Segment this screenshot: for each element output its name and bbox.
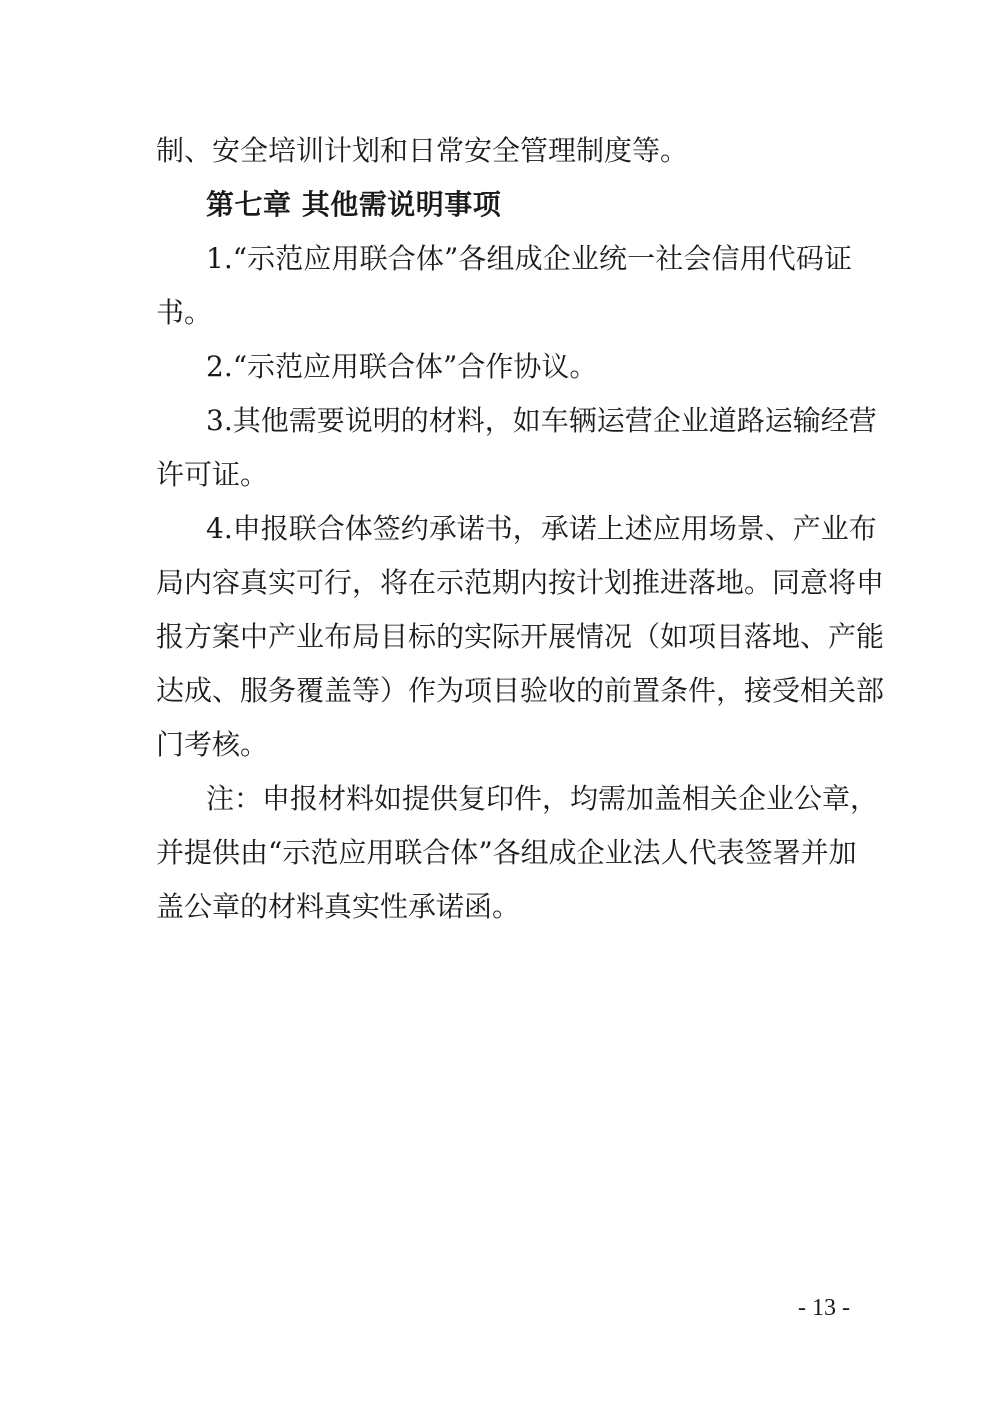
item-3-line-1: 3.其他需要说明的材料，如车辆运营企业道路运输经营: [206, 404, 877, 437]
chapter-heading: 第七章 其他需说明事项: [206, 188, 502, 221]
document-body: [156, 124, 885, 934]
note-line-2: 并提供由“示范应用联合体”各组成企业法人代表签署并加: [156, 836, 857, 869]
item-4-line-2: 局内容真实可行，将在示范期内按计划推进落地。同意将申: [156, 566, 885, 599]
item-4-line-5: 门考核。: [156, 728, 269, 761]
text-line-safety-system: 制、安全培训计划和日常安全管理制度等。: [156, 134, 689, 167]
note-line-1: 注：申报材料如提供复印件，均需加盖相关企业公章，: [206, 782, 879, 815]
item-4-line-1: 4.申报联合体签约承诺书，承诺上述应用场景、产业布: [206, 512, 877, 545]
item-4-line-4: 达成、服务覆盖等）作为项目验收的前置条件，接受相关部: [156, 674, 885, 707]
item-2-line: 2.“示范应用联合体”合作协议。: [206, 350, 598, 383]
item-1-line-2: 书。: [156, 296, 213, 329]
item-3-line-2: 许可证。: [156, 458, 269, 491]
item-1-line-1: 1.“示范应用联合体”各组成企业统一社会信用代码证: [206, 242, 852, 275]
page-number: - 13 -: [798, 1295, 850, 1321]
item-4-line-3: 报方案中产业布局目标的实际开展情况（如项目落地、产能: [156, 620, 885, 653]
note-line-3: 盖公章的材料真实性承诺函。: [156, 890, 521, 923]
